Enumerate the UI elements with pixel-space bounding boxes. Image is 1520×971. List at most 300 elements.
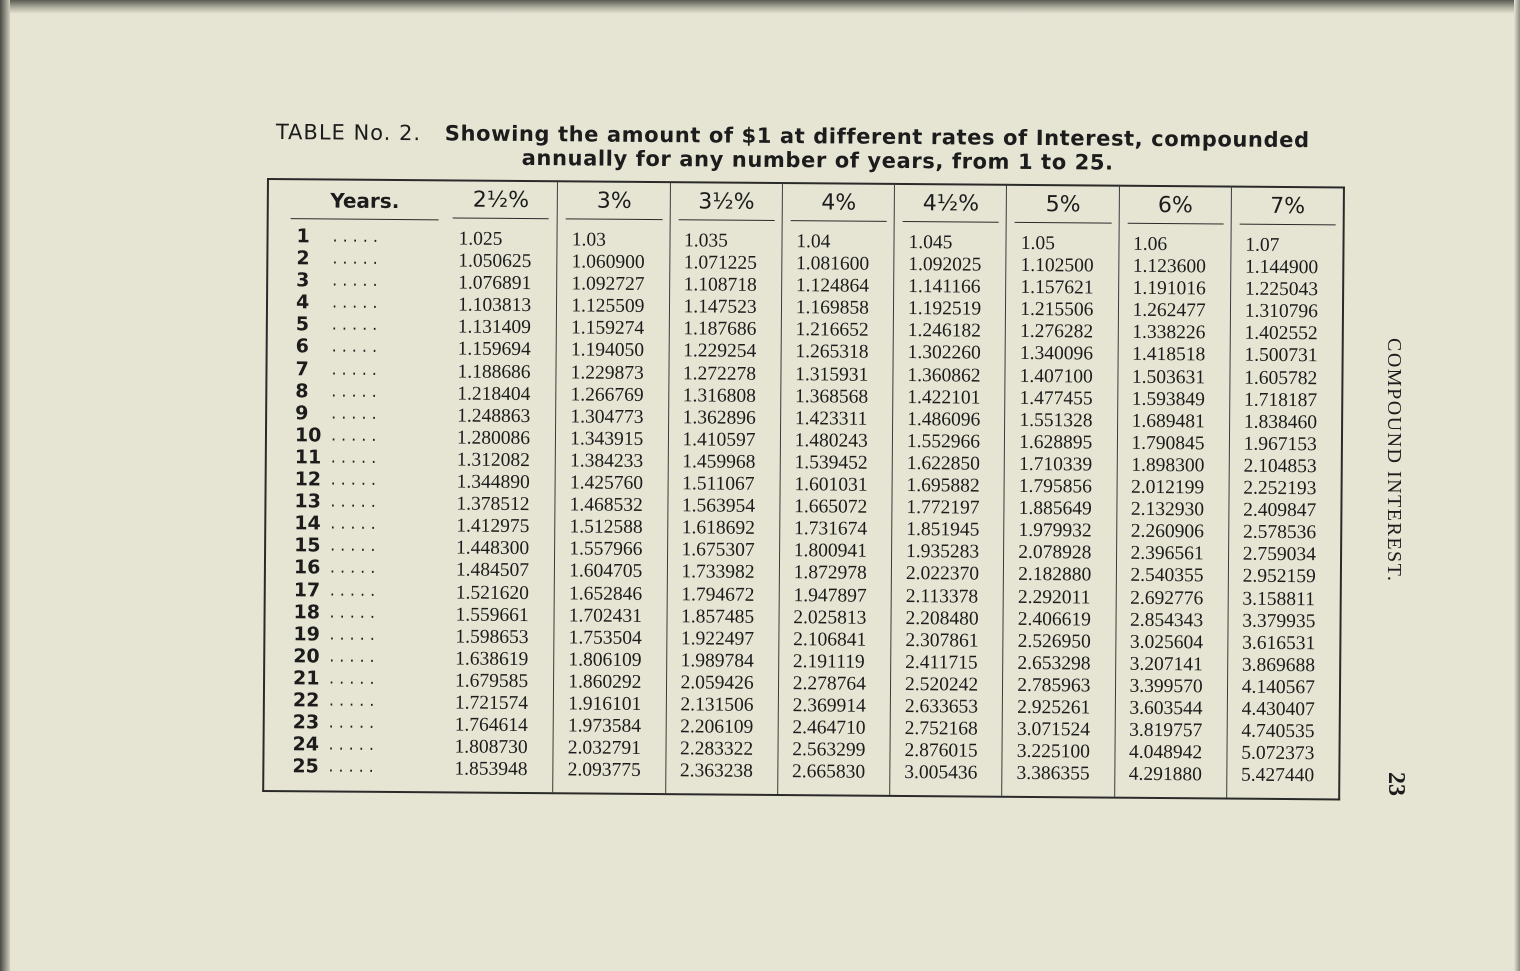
table-cell: 2.260906 (1130, 521, 1204, 543)
table-cell: 1.710339 (1018, 453, 1093, 476)
rate-values (1017, 233, 1120, 786)
year-row (295, 468, 435, 491)
table-cell: 1.808730 (454, 736, 528, 759)
table-cell: 1.092727 (571, 273, 645, 296)
table-cell: 1.967153 (1243, 433, 1317, 456)
table-cell: 3.869688 (1241, 654, 1316, 677)
table-cell: 1.035 (683, 230, 728, 252)
rate-values (1129, 234, 1232, 787)
table-cell: 1.551328 (1019, 409, 1093, 432)
table-cell: 3.616531 (1242, 632, 1316, 654)
year-number: 21 (292, 667, 320, 690)
year-number: 8 (295, 379, 309, 402)
table-cell: 2.131506 (680, 694, 754, 716)
table-cell: 2.032791 (567, 737, 641, 760)
table-cell: 1.025 (458, 228, 503, 250)
table-title (276, 120, 1346, 176)
table-cell: 1.124864 (795, 275, 870, 297)
table-cell: 1.384233 (569, 450, 644, 472)
year-row (294, 601, 434, 624)
table-cell: 1.315931 (795, 363, 869, 386)
dot-leader: ..... (330, 535, 381, 556)
table-cell: 1.916101 (568, 693, 642, 715)
title-line-2: annually for any number of years, from 1 to 25. (521, 145, 1114, 175)
year-number: 4 (295, 291, 310, 314)
table-cell: 1.102500 (1020, 255, 1094, 277)
table-cell: 2.464710 (792, 717, 866, 739)
table-cell: 1.147523 (683, 296, 757, 319)
table-cell: 1.302260 (907, 342, 981, 365)
table-cell: 1.794672 (681, 583, 755, 606)
dot-leader: ..... (330, 513, 381, 534)
dot-leader: ..... (328, 756, 379, 777)
dot-leader: ..... (331, 292, 383, 313)
table-cell: 1.521620 (455, 581, 529, 604)
running-head: COMPOUND INTEREST. (1383, 338, 1405, 583)
year-number: 2 (296, 247, 310, 270)
table-cell: 1.280086 (456, 427, 531, 449)
table-cell: 1.679585 (454, 670, 529, 692)
table-cell: 4.430407 (1241, 698, 1315, 721)
year-row (295, 380, 435, 403)
dot-leader: ..... (331, 314, 383, 335)
dot-leader: ..... (330, 469, 382, 489)
year-row (294, 579, 434, 602)
table-cell: 1.06 (1132, 233, 1168, 256)
table-cell: 1.605782 (1244, 367, 1318, 389)
table-cell: 1.316808 (682, 384, 757, 407)
rate-column (440, 179, 557, 792)
table-cell: 1.07 (1245, 234, 1280, 256)
table-cell: 1.979932 (1018, 520, 1092, 542)
dot-leader: ..... (330, 425, 382, 445)
year-row (296, 225, 436, 248)
year-number: 6 (295, 335, 309, 358)
table-cell: 1.860292 (568, 671, 642, 693)
table-cell: 1.422101 (907, 386, 981, 409)
table-cell: 2.252193 (1243, 477, 1317, 500)
table-cell: 4.140567 (1241, 676, 1315, 699)
table-cell: 1.076891 (458, 272, 532, 295)
table-cell: 1.262477 (1132, 300, 1206, 322)
table-cell: 1.050625 (458, 250, 532, 273)
table-cell: 1.425760 (569, 472, 644, 494)
rate-values (1241, 235, 1344, 788)
rate-values (904, 232, 1007, 785)
dot-leader: ..... (331, 359, 383, 379)
dot-leader: ..... (329, 668, 380, 688)
table-cell: 2.406619 (1017, 608, 1092, 631)
table-cell: 3.225100 (1016, 741, 1090, 763)
table-cell: 2.665830 (792, 761, 866, 783)
table-cell: 1.368568 (794, 385, 869, 408)
table-cell: 1.276282 (1019, 321, 1094, 343)
table-cell: 1.695882 (906, 475, 980, 497)
rate-values (792, 231, 895, 784)
table-cell: 5.072373 (1241, 742, 1315, 765)
table-cell: 2.578536 (1242, 521, 1317, 544)
table-cell: 1.340096 (1019, 343, 1094, 365)
dot-leader: ..... (330, 447, 382, 467)
year-row (295, 446, 435, 469)
year-number: 1 (296, 225, 310, 248)
year-number: 23 (292, 711, 320, 734)
table-cell: 2.132930 (1130, 498, 1205, 521)
table-cell: 2.104853 (1243, 455, 1317, 478)
table-cell: 1.800941 (793, 540, 868, 563)
table-cell: 2.022370 (905, 563, 980, 586)
year-number: 11 (294, 446, 322, 469)
table-cell: 5.427440 (1241, 764, 1315, 787)
table-cell: 2.409847 (1243, 499, 1317, 522)
table-cell: 2.653298 (1017, 652, 1091, 675)
table-cell: 1.675307 (681, 539, 755, 562)
table-cell: 3.399570 (1129, 675, 1203, 698)
year-number: 5 (295, 313, 310, 336)
table-cell: 2.925261 (1017, 696, 1091, 719)
table-cell: 2.292011 (1017, 586, 1091, 608)
table-cell: 1.598653 (455, 626, 529, 648)
table-cell: 1.731674 (793, 518, 868, 540)
table-cell: 1.344890 (456, 471, 530, 494)
rate-header: 7% (1239, 194, 1335, 226)
table-cell: 1.973584 (567, 715, 642, 738)
page-number: 23 (1383, 772, 1409, 796)
year-number: 9 (295, 401, 309, 425)
table-cell: 2.752168 (904, 718, 978, 740)
year-row (293, 689, 433, 712)
table-cell: 1.215506 (1020, 299, 1094, 321)
table-cell: 1.665072 (794, 496, 868, 518)
year-row (296, 314, 436, 337)
year-row (293, 623, 433, 646)
year-number: 17 (293, 578, 321, 601)
table-cell: 1.468532 (569, 494, 643, 517)
table-cell: 1.423311 (794, 407, 868, 430)
dot-leader: ..... (330, 491, 381, 512)
table-cell: 1.503631 (1131, 366, 1206, 388)
year-row (295, 402, 435, 425)
table-cell: 1.885649 (1018, 498, 1092, 520)
year-number: 16 (293, 556, 321, 579)
table-cell: 1.402552 (1244, 323, 1318, 345)
year-row (293, 667, 433, 690)
table-cell: 1.360862 (907, 364, 981, 387)
table-cell: 1.559661 (455, 604, 529, 626)
rate-values (454, 229, 557, 782)
table-cell: 1.191016 (1132, 277, 1206, 300)
table-cell: 2.182880 (1018, 564, 1092, 586)
table-cell: 1.552966 (906, 430, 981, 453)
table-cell: 1.622850 (906, 452, 980, 475)
table-cell: 2.113378 (905, 585, 979, 608)
table-cell: 2.396561 (1130, 543, 1204, 565)
table-cell: 2.854343 (1129, 609, 1204, 631)
table-cell: 1.500731 (1244, 345, 1318, 367)
rate-header: 4½% (903, 191, 999, 223)
years-header: Years. (291, 188, 439, 220)
table-cell: 1.131409 (457, 316, 532, 339)
table-cell: 1.412975 (456, 515, 530, 538)
table-cell: 1.194050 (570, 339, 645, 362)
dot-leader: ..... (332, 270, 383, 291)
table-cell: 1.407100 (1019, 365, 1093, 388)
table-cell: 4.048942 (1128, 741, 1203, 764)
table-cell: 1.486096 (907, 408, 981, 431)
table-cell: 1.378512 (456, 493, 530, 516)
table-cell: 2.692776 (1130, 587, 1204, 609)
year-row (295, 424, 435, 447)
table-cell: 1.872978 (793, 562, 867, 585)
dot-leader: ..... (328, 690, 380, 710)
table-cell: 1.718187 (1243, 389, 1318, 411)
table-cell: 1.081600 (796, 253, 870, 275)
table-cell: 1.563954 (681, 495, 756, 517)
rate-column (1001, 184, 1119, 797)
rate-column (889, 183, 1007, 796)
table-cell: 4.291880 (1128, 764, 1203, 786)
table-cell: 1.144900 (1244, 256, 1319, 279)
year-number: 15 (294, 534, 321, 557)
table-cell: 1.772197 (906, 497, 980, 519)
table-cell: 2.093775 (567, 759, 641, 782)
table-cell: 2.411715 (905, 651, 978, 674)
table-cell: 2.078928 (1018, 542, 1092, 564)
year-row (296, 336, 436, 359)
table-cell: 1.480243 (794, 429, 868, 452)
table-cell: 4.740535 (1241, 720, 1315, 743)
table-cell: 1.851945 (906, 519, 980, 541)
year-number: 12 (294, 468, 322, 491)
table-cell: 1.03 (571, 229, 606, 251)
table-cell: 1.159694 (457, 338, 531, 361)
rate-header: 2½% (453, 187, 549, 219)
table-cell: 3.386355 (1016, 763, 1090, 785)
table-cell: 1.265318 (795, 341, 869, 364)
table-cell: 2.785963 (1017, 674, 1091, 697)
table-cell: 1.218404 (457, 383, 531, 405)
year-row (294, 490, 434, 513)
table-cell: 1.312082 (456, 449, 530, 472)
year-row (293, 645, 433, 668)
table-cell: 1.989784 (680, 650, 754, 672)
page-right-edge (1514, 0, 1520, 971)
table-cell: 1.477455 (1019, 387, 1093, 410)
page-top-shadow (0, 0, 1520, 14)
table-cell: 1.733982 (681, 561, 755, 584)
year-row (292, 733, 432, 756)
table-cell: 3.005436 (904, 762, 978, 784)
table-cell: 1.272278 (682, 362, 757, 385)
table-label: TABLE No. 2. (275, 120, 422, 146)
year-row (296, 292, 436, 315)
table-cell: 2.283322 (679, 738, 754, 760)
table-cell: 1.512588 (569, 516, 643, 539)
table-cell: 1.187686 (683, 318, 757, 341)
year-number: 20 (293, 645, 320, 668)
table-cell: 1.343915 (570, 428, 644, 450)
table-cell: 1.338226 (1132, 322, 1206, 344)
table-cell: 1.229873 (570, 361, 644, 384)
page-left-shadow (0, 0, 10, 971)
dot-leader: ..... (329, 646, 380, 666)
table-cell: 1.790845 (1131, 432, 1205, 455)
table-cell: 1.484507 (455, 559, 530, 582)
dot-leader: ..... (328, 712, 380, 732)
table-cell: 1.410597 (682, 429, 756, 451)
rate-header: 3% (566, 188, 662, 220)
year-row (294, 512, 434, 535)
dot-leader: ..... (332, 226, 384, 246)
years-column (264, 178, 445, 791)
table-cell: 2.363238 (679, 760, 754, 783)
table-cell: 1.628895 (1019, 431, 1093, 454)
table-cell: 1.857485 (680, 605, 755, 628)
table-cell: 1.310796 (1244, 300, 1318, 323)
table-cell: 1.721574 (454, 692, 529, 715)
year-row (296, 269, 436, 292)
table-cell: 1.188686 (457, 361, 531, 383)
table-cell: 3.158811 (1242, 588, 1315, 610)
dot-leader: ..... (329, 624, 380, 644)
year-row (294, 557, 434, 580)
table-cell: 2.206109 (680, 716, 754, 738)
table-cell: 1.169858 (795, 297, 869, 320)
dot-leader: ..... (331, 381, 382, 401)
table-cell: 1.702431 (568, 604, 643, 627)
table-cell: 1.141166 (908, 276, 981, 298)
table-cell: 1.159274 (570, 317, 645, 340)
table-cell: 2.563299 (792, 739, 866, 761)
title-line-1: Showing the amount of $1 at different rates of Interest, compounded (444, 121, 1310, 153)
table-cell: 1.652846 (568, 582, 643, 605)
table-cell: 3.819757 (1129, 719, 1203, 742)
table-cell: 1.638619 (455, 648, 529, 670)
year-number: 18 (293, 600, 321, 624)
table-cell: 1.248863 (457, 405, 531, 427)
table-cell: 2.307861 (905, 629, 979, 652)
table-cell: 2.540355 (1130, 565, 1204, 587)
rate-header: 5% (1015, 192, 1111, 224)
table-cell: 1.229254 (683, 340, 757, 363)
rate-header: 6% (1127, 193, 1223, 225)
table-cell: 1.459968 (682, 451, 756, 473)
table-cell: 3.071524 (1016, 718, 1091, 741)
table-cell: 2.025813 (793, 606, 867, 629)
table-cell: 2.059426 (680, 672, 754, 694)
table-cell: 1.045 (908, 232, 953, 254)
dot-leader: ..... (328, 734, 380, 755)
dot-leader: ..... (332, 248, 383, 269)
table-cell: 2.633653 (904, 695, 979, 718)
table-cell: 1.071225 (683, 252, 758, 274)
table-cell: 1.806109 (568, 649, 642, 671)
table-cell: 1.157621 (1020, 277, 1094, 299)
table-cell: 1.448300 (456, 537, 530, 560)
years-list (292, 225, 436, 778)
rate-column (1114, 185, 1232, 798)
table-cell: 1.539452 (794, 452, 868, 474)
table-cell: 1.192519 (907, 298, 982, 320)
table-cell: 1.601031 (794, 474, 868, 496)
rate-header: 3½% (678, 189, 774, 221)
table-cell: 1.418518 (1132, 344, 1206, 366)
rate-column (552, 180, 670, 793)
table-cell: 1.898300 (1131, 454, 1205, 477)
dot-leader: ..... (331, 403, 382, 423)
table-cell: 1.092025 (908, 254, 982, 276)
rate-column (665, 181, 783, 794)
compound-interest-table (262, 178, 1345, 800)
rate-column (1226, 186, 1344, 799)
table-cell: 1.362896 (682, 407, 756, 429)
year-number: 7 (295, 357, 309, 380)
table-cell: 3.207141 (1129, 653, 1203, 676)
year-number: 25 (292, 755, 319, 778)
table-cell: 1.604705 (569, 560, 643, 583)
table-cell: 1.838460 (1243, 411, 1318, 434)
table-cell: 2.278764 (792, 673, 867, 695)
table-cell: 1.753504 (568, 627, 642, 649)
table-cell: 3.025604 (1129, 631, 1204, 654)
table-cell: 1.935283 (906, 541, 980, 563)
table-cell: 1.853948 (454, 758, 528, 781)
table-cell: 1.216652 (795, 319, 869, 342)
rate-header: 4% (790, 190, 886, 222)
dot-leader: ..... (329, 580, 381, 600)
year-number: 10 (294, 424, 322, 447)
table-cell: 2.012199 (1131, 476, 1205, 499)
year-row (293, 711, 433, 734)
dot-leader: ..... (331, 336, 383, 357)
year-number: 24 (292, 733, 320, 756)
table-cell: 3.379935 (1242, 610, 1316, 632)
year-number: 13 (294, 490, 321, 513)
dot-leader: ..... (329, 557, 381, 578)
year-row (295, 358, 435, 381)
year-number: 19 (293, 622, 320, 646)
year-row (296, 247, 436, 270)
table-cell: 1.922497 (680, 627, 755, 650)
rate-values (568, 229, 671, 782)
table-cell: 1.795856 (1018, 475, 1093, 498)
table-cell: 1.04 (796, 231, 831, 253)
table-cell: 1.246182 (907, 320, 982, 342)
table-cell: 1.225043 (1244, 278, 1319, 301)
dot-leader: ..... (329, 602, 381, 622)
table-cell: 1.108718 (683, 274, 757, 297)
year-row (294, 535, 434, 558)
year-number: 22 (292, 689, 320, 712)
table-cell: 1.689481 (1131, 410, 1205, 433)
year-number: 14 (294, 512, 321, 535)
table-cell: 2.369914 (792, 695, 866, 717)
table-cell: 1.618692 (681, 517, 755, 540)
table-cell: 1.266769 (570, 384, 644, 406)
table-cell: 2.106841 (793, 628, 867, 651)
year-row (292, 755, 432, 778)
table-cell: 1.05 (1020, 232, 1055, 255)
table-cell: 2.952159 (1242, 566, 1316, 588)
table-cell: 1.103813 (457, 294, 532, 317)
table-cell: 2.208480 (905, 607, 979, 630)
table-cell: 1.593849 (1131, 388, 1205, 411)
table-cell: 2.759034 (1242, 543, 1317, 566)
rate-values (680, 230, 783, 783)
table-cell: 1.764614 (454, 714, 528, 737)
table-cell: 2.526950 (1017, 630, 1091, 653)
table-cell: 1.511067 (682, 473, 755, 495)
